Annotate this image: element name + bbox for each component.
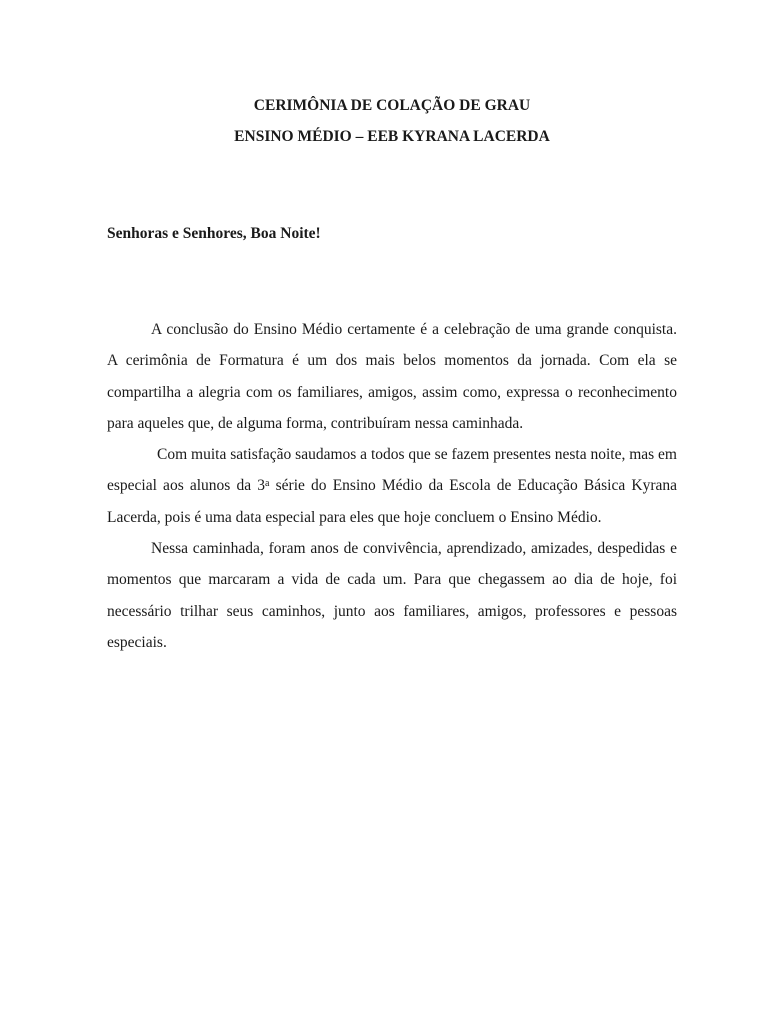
document-page (107, 90, 677, 651)
ordinal-superscript: a (265, 478, 270, 490)
document-title-line-2: ENSINO MÉDIO – EEB KYRANA LACERDA (234, 128, 550, 145)
document-title-line-1: CERIMÔNIA DE COLAÇÃO DE GRAU (253, 97, 531, 114)
paragraph-3: Nessa caminhada, foram anos de convivência, aprendizado, amizades, despedidas e momentos que marcaram a vida de cada um. Para que chegassem ao dia de hoje, foi necessário trilhar seus caminhos, junto aos familiares, amigos, professores e pessoas especiais. (107, 540, 677, 651)
paragraph-2 (107, 439, 677, 533)
paragraph-2-start: Com muita satisfação saudamos a todos que se fazem presentes nesta (157, 446, 591, 464)
paragraph-1: A conclusão do Ensino Médio certamente é a celebração de uma grande conquista. A cerimônia de Formatura é um dos mais belos momentos da jornada. Com ela se compartilha a alegria com os familiares, amigos, assim como, expressa o reconhecimento para aqueles que, de alguma forma, contribuíram nessa caminhada. (107, 321, 677, 432)
body-text (107, 314, 677, 658)
greeting: Senhoras e Senhores, Boa Noite! (107, 225, 321, 242)
paragraph-2-end: série do Ensino Médio da Escola de Educação Básica Kyrana Lacerda, pois é uma data especial para eles que hoje concluem o Ensino Médio. (107, 477, 677, 526)
paragraph-2-middle: noite, mas em especial aos alunos da 3 (107, 446, 677, 495)
